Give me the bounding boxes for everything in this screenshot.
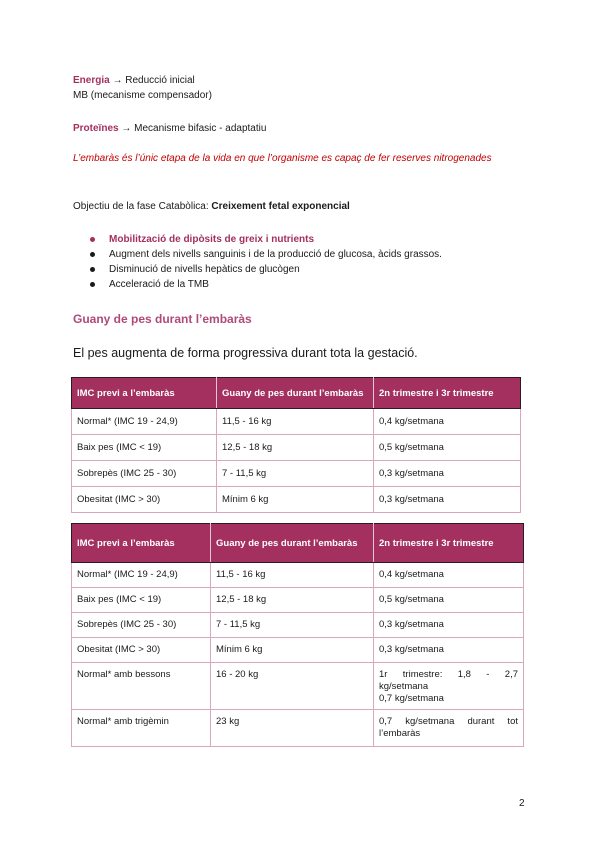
rate-text: kg/setmana (379, 681, 429, 692)
nitrogen-quote: L’embaràs és l’únic etapa de la vida en que l’organisme es capaç de fer reserves nitrogenades (73, 153, 492, 164)
column-header: 2n trimestre i 3r trimestre (374, 524, 524, 563)
protein-line (73, 122, 266, 135)
table-cell: 16 - 20 kg (211, 663, 374, 710)
mb-line: MB (mecanisme compensador) (73, 90, 212, 101)
bullet-icon (90, 282, 95, 287)
table-row (72, 563, 524, 588)
weight-gain-table-1 (71, 377, 521, 513)
table-cell: 0,4 kg/setmana (374, 409, 521, 435)
table-cell: 0,3 kg/setmana (374, 638, 524, 663)
table-cell: Baix pes (IMC < 19) (72, 588, 211, 613)
table-cell: 0,3 kg/setmana (374, 613, 524, 638)
table-cell: 12,5 - 18 kg (211, 588, 374, 613)
table-cell: Normal* amb trigèmin (72, 710, 211, 747)
objective-line (73, 200, 350, 213)
bullet-list (90, 232, 442, 292)
bullet-icon (90, 252, 95, 257)
energy-text: Reducció inicial (125, 75, 195, 86)
table-row (72, 487, 521, 513)
page-number: 2 (519, 798, 525, 809)
rate-text: l’embaràs (379, 728, 421, 739)
table-row (72, 409, 521, 435)
table-row (72, 461, 521, 487)
table-cell (374, 663, 524, 710)
table-cell: Obesitat (IMC > 30) (72, 487, 217, 513)
energy-label: Energia (73, 75, 110, 86)
intro-text: El pes augmenta de forma progressiva durant tota la gestació. (73, 346, 418, 360)
table-row (72, 588, 524, 613)
table-cell: 0,3 kg/setmana (374, 487, 521, 513)
column-header: IMC previ a l’embaràs (72, 378, 217, 409)
table-cell: 7 - 11,5 kg (217, 461, 374, 487)
protein-text: Mecanisme bifasic - adaptatiu (134, 123, 267, 134)
rate-text: 0,7 kg/setmana durant tot (379, 716, 518, 727)
table-cell: Mínim 6 kg (217, 487, 374, 513)
table-row (72, 638, 524, 663)
table-cell: 7 - 11,5 kg (211, 613, 374, 638)
table-row-twins (72, 663, 524, 710)
column-header: 2n trimestre i 3r trimestre (374, 378, 521, 409)
table-cell: 0,3 kg/setmana (374, 461, 521, 487)
objective-label: Objectiu de la fase Catabòlica: (73, 201, 212, 212)
section-heading: Guany de pes durant l’embaràs (73, 312, 252, 326)
table-cell: 11,5 - 16 kg (211, 563, 374, 588)
table-header-row (72, 524, 524, 563)
objective-value: Creixement fetal exponencial (211, 201, 350, 212)
table-cell: Obesitat (IMC > 30) (72, 638, 211, 663)
table-cell: Baix pes (IMC < 19) (72, 435, 217, 461)
table-cell: 23 kg (211, 710, 374, 747)
table-cell (374, 710, 524, 747)
list-item: Acceleració de la TMB (90, 277, 442, 292)
column-header: IMC previ a l’embaràs (72, 524, 211, 563)
list-item: Mobilització de dipòsits de greix i nutrients (90, 232, 442, 247)
table-header-row (72, 378, 521, 409)
table-cell: Mínim 6 kg (211, 638, 374, 663)
table-cell: 0,5 kg/setmana (374, 435, 521, 461)
bullet-icon (90, 237, 95, 242)
column-header: Guany de pes durant l’embaràs (217, 378, 374, 409)
rate-text: 0,7 kg/setmana (379, 693, 444, 704)
table-cell: 11,5 - 16 kg (217, 409, 374, 435)
table-cell: Normal* (IMC 19 - 24,9) (72, 409, 217, 435)
protein-label: Proteïnes (73, 123, 119, 134)
table-cell: 12,5 - 18 kg (217, 435, 374, 461)
table-cell: Normal* amb bessons (72, 663, 211, 710)
arrow-icon: → (112, 75, 123, 86)
rate-text: 1r trimestre: 1,8 - 2,7 (379, 669, 518, 680)
bullet-icon (90, 267, 95, 272)
table-cell: 0,4 kg/setmana (374, 563, 524, 588)
arrow-icon: → (121, 123, 132, 134)
list-item: Augment dels nivells sanguinis i de la producció de glucosa, àcids grassos. (90, 247, 442, 262)
table-cell: Sobrepès (IMC 25 - 30) (72, 613, 211, 638)
list-item: Disminució de nivells hepàtics de glucògen (90, 262, 442, 277)
weight-gain-table-2 (71, 523, 524, 747)
column-header: Guany de pes durant l’embaràs (211, 524, 374, 563)
table-cell: Sobrepès (IMC 25 - 30) (72, 461, 217, 487)
table-row (72, 435, 521, 461)
energy-line (73, 74, 195, 87)
table-cell: 0,5 kg/setmana (374, 588, 524, 613)
table-cell: Normal* (IMC 19 - 24,9) (72, 563, 211, 588)
table-row (72, 613, 524, 638)
table-row-triplets (72, 710, 524, 747)
